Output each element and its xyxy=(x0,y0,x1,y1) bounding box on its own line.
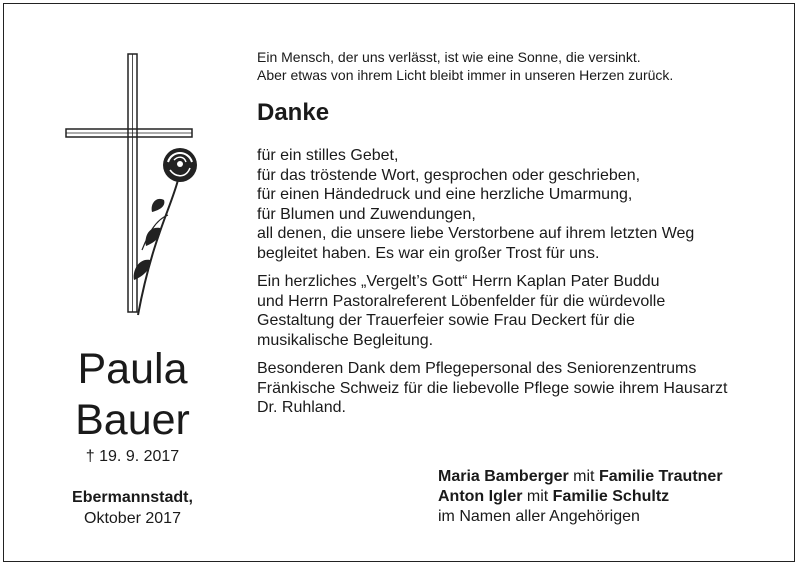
signer-row xyxy=(438,487,778,507)
text-line: für Blumen und Zuwendungen, xyxy=(257,205,476,223)
death-date: † 19. 9. 2017 xyxy=(85,448,180,465)
text-line: Dr. Ruhland. xyxy=(257,399,346,416)
signer-mit: mit xyxy=(526,488,549,505)
thanks-paragraph-2 xyxy=(257,272,777,350)
signer-family: Familie Trautner xyxy=(598,468,723,485)
signer-family: Familie Schultz xyxy=(552,488,670,505)
thanks-paragraph-1 xyxy=(257,146,777,263)
signer-row xyxy=(438,467,778,487)
text-line: für ein stilles Gebet, xyxy=(257,147,399,164)
motto xyxy=(257,48,777,84)
place-town: Ebermannstadt, xyxy=(72,489,193,506)
motto-line: Ein Mensch, der uns verlässt, ist wie eine Sonne, die versinkt. xyxy=(257,49,641,65)
thanks-paragraph-3 xyxy=(257,359,777,418)
signer-closing: im Namen aller Angehörigen xyxy=(438,508,640,525)
text-line: Besonderen Dank dem Pflegepersonal des Seniorenzentrums xyxy=(257,360,697,377)
text-line: für das tröstende Wort, gesprochen oder geschrieben, xyxy=(257,166,641,184)
signer-name: Anton Igler xyxy=(438,488,523,505)
text-line: und Herrn Pastoralreferent Löbenfelder für die würdevolle xyxy=(257,292,666,310)
right-column xyxy=(257,48,777,418)
deceased-last-name: Bauer xyxy=(75,396,190,444)
text-line: Ein herzliches „Vergelt’s Gott“ Herrn Kaplan Pater Buddu xyxy=(257,273,660,290)
text-line: begleitet haben. Es war ein großer Trost für uns. xyxy=(257,244,600,262)
text-line: Gestaltung der Trauerfeier sowie Frau Deckert für die xyxy=(257,312,635,329)
text-line: Fränkische Schweiz für die liebevolle Pflege sowie ihrem Hausarzt xyxy=(257,379,728,397)
text-line: all denen, die unsere liebe Verstorbene auf ihrem letzten Weg xyxy=(257,225,695,242)
cross-with-rose-icon xyxy=(60,50,200,320)
signer-name: Maria Bamberger xyxy=(438,468,569,485)
heading-danke: Danke xyxy=(257,99,330,126)
place-date: Oktober 2017 xyxy=(84,510,181,527)
deceased-first-name: Paula xyxy=(77,345,188,393)
text-line: für einen Händedruck und eine herzliche Umarmung, xyxy=(257,186,633,203)
text-line: musikalische Begleitung. xyxy=(257,331,434,349)
signers-block xyxy=(438,467,778,527)
signer-mit: mit xyxy=(573,468,595,485)
motto-line: Aber etwas von ihrem Licht bleibt immer in unseren Herzen zurück. xyxy=(257,67,674,83)
left-column xyxy=(40,40,225,540)
